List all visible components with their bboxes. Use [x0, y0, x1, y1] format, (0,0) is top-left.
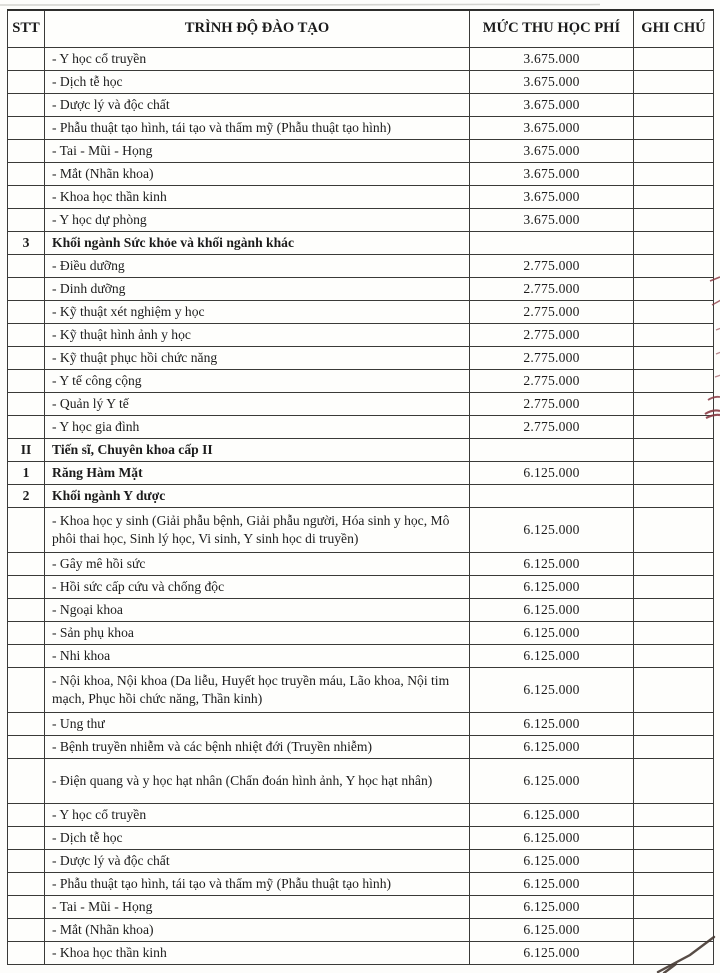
cell-note	[634, 392, 714, 415]
cell-note	[634, 70, 714, 93]
table-row	[8, 735, 714, 758]
header-fee: MỨC THU HỌC PHÍ	[470, 10, 634, 47]
cell-note	[634, 826, 714, 849]
cell-stt	[8, 895, 45, 918]
cell-training-level: Răng Hàm Mặt	[45, 461, 470, 484]
cell-training-level: - Khoa học thần kinh	[45, 185, 470, 208]
cell-stt	[8, 116, 45, 139]
cell-training-level: - Dược lý và độc chất	[45, 849, 470, 872]
cell-note	[634, 438, 714, 461]
cell-stt	[8, 185, 45, 208]
cell-note	[634, 208, 714, 231]
cell-training-level: - Kỹ thuật xét nghiệm y học	[45, 300, 470, 323]
cell-fee: 6.125.000	[470, 598, 634, 621]
table-row	[8, 208, 714, 231]
cell-training-level: Tiến sĩ, Chuyên khoa cấp II	[45, 438, 470, 461]
cell-fee: 3.675.000	[470, 208, 634, 231]
cell-training-level: - Dịch tễ học	[45, 70, 470, 93]
cell-fee: 2.775.000	[470, 392, 634, 415]
cell-training-level: - Khoa học y sinh (Giải phẫu bệnh, Giải phẫu người, Hóa sinh y học, Mô phôi thai học, Sinh lý học, Vi sinh, Y sinh học di truyền)	[45, 507, 470, 552]
cell-training-level: - Hồi sức cấp cứu và chống độc	[45, 575, 470, 598]
cell-stt	[8, 552, 45, 575]
cell-note	[634, 116, 714, 139]
cell-stt	[8, 735, 45, 758]
cell-fee: 6.125.000	[470, 918, 634, 941]
cell-note	[634, 941, 714, 964]
cell-fee	[470, 438, 634, 461]
cell-stt: 1	[8, 461, 45, 484]
cell-note	[634, 231, 714, 254]
cell-fee: 3.675.000	[470, 139, 634, 162]
table-row	[8, 849, 714, 872]
table-row	[8, 162, 714, 185]
cell-stt	[8, 323, 45, 346]
pen-mark	[716, 328, 720, 330]
table-row	[8, 758, 714, 803]
cell-fee: 6.125.000	[470, 735, 634, 758]
cell-fee: 6.125.000	[470, 621, 634, 644]
cell-training-level: - Nhi khoa	[45, 644, 470, 667]
cell-stt	[8, 277, 45, 300]
cell-stt	[8, 872, 45, 895]
cell-note	[634, 277, 714, 300]
cell-fee: 6.125.000	[470, 895, 634, 918]
cell-stt	[8, 346, 45, 369]
cell-fee: 6.125.000	[470, 575, 634, 598]
cell-stt	[8, 826, 45, 849]
table-row	[8, 507, 714, 552]
cell-note	[634, 872, 714, 895]
cell-training-level: Khối ngành Sức khỏe và khối ngành khác	[45, 231, 470, 254]
cell-fee: 6.125.000	[470, 803, 634, 826]
table-row	[8, 803, 714, 826]
cell-note	[634, 369, 714, 392]
cell-training-level: - Y tế công cộng	[45, 369, 470, 392]
table-row	[8, 93, 714, 116]
cell-training-level: - Tai - Mũi - Họng	[45, 895, 470, 918]
cell-fee: 6.125.000	[470, 758, 634, 803]
cell-training-level: - Điều dưỡng	[45, 254, 470, 277]
table-row	[8, 895, 714, 918]
cell-note	[634, 895, 714, 918]
table-row	[8, 644, 714, 667]
cell-stt	[8, 712, 45, 735]
cell-fee: 2.775.000	[470, 323, 634, 346]
table-row	[8, 185, 714, 208]
cell-stt	[8, 70, 45, 93]
table-row	[8, 392, 714, 415]
cell-fee: 2.775.000	[470, 346, 634, 369]
cell-note	[634, 667, 714, 712]
cell-stt	[8, 667, 45, 712]
cell-stt	[8, 918, 45, 941]
header-row	[8, 10, 714, 47]
cell-note	[634, 758, 714, 803]
cell-note	[634, 621, 714, 644]
table-row	[8, 47, 714, 70]
table-row	[8, 575, 714, 598]
cell-training-level: - Điện quang và y học hạt nhân (Chẩn đoán hình ảnh, Y học hạt nhân)	[45, 758, 470, 803]
cell-training-level: - Y học gia đình	[45, 415, 470, 438]
cell-note	[634, 93, 714, 116]
cell-training-level: - Quản lý Y tế	[45, 392, 470, 415]
cell-note	[634, 323, 714, 346]
cell-fee: 6.125.000	[470, 507, 634, 552]
table-row	[8, 621, 714, 644]
cell-stt	[8, 803, 45, 826]
header-note: GHI CHÚ	[634, 10, 714, 47]
table-row	[8, 918, 714, 941]
table-row	[8, 300, 714, 323]
cell-note	[634, 918, 714, 941]
cell-training-level: - Y học cổ truyền	[45, 47, 470, 70]
table-row	[8, 941, 714, 964]
cell-fee: 3.675.000	[470, 185, 634, 208]
cell-note	[634, 803, 714, 826]
pen-mark	[716, 352, 720, 354]
table-row	[8, 254, 714, 277]
table-row	[8, 277, 714, 300]
cell-note	[634, 139, 714, 162]
cell-fee	[470, 484, 634, 507]
table-row	[8, 70, 714, 93]
cell-training-level: - Phẫu thuật tạo hình, tái tạo và thẩm mỹ (Phẫu thuật tạo hình)	[45, 872, 470, 895]
table-row	[8, 598, 714, 621]
cell-fee: 6.125.000	[470, 667, 634, 712]
cell-training-level: - Bệnh truyền nhiễm và các bệnh nhiệt đới (Truyền nhiễm)	[45, 735, 470, 758]
cell-training-level: - Ung thư	[45, 712, 470, 735]
cell-fee: 6.125.000	[470, 644, 634, 667]
cell-fee: 3.675.000	[470, 162, 634, 185]
cell-note	[634, 346, 714, 369]
cell-note	[634, 849, 714, 872]
cell-fee: 3.675.000	[470, 47, 634, 70]
table-row	[8, 872, 714, 895]
cell-training-level: - Dịch tễ học	[45, 826, 470, 849]
cell-stt	[8, 208, 45, 231]
cell-stt	[8, 598, 45, 621]
cell-training-level: - Tai - Mũi - Họng	[45, 139, 470, 162]
header-training-level: TRÌNH ĐỘ ĐÀO TẠO	[45, 10, 470, 47]
cell-note	[634, 712, 714, 735]
cell-fee: 3.675.000	[470, 116, 634, 139]
cell-note	[634, 575, 714, 598]
cell-stt	[8, 93, 45, 116]
cell-stt	[8, 415, 45, 438]
table-row	[8, 323, 714, 346]
table-row	[8, 712, 714, 735]
cell-fee: 6.125.000	[470, 872, 634, 895]
cell-fee: 3.675.000	[470, 70, 634, 93]
cell-note	[634, 300, 714, 323]
cell-stt: 2	[8, 484, 45, 507]
cell-note	[634, 484, 714, 507]
cell-note	[634, 644, 714, 667]
cell-training-level: - Khoa học thần kinh	[45, 941, 470, 964]
cell-training-level: - Mắt (Nhãn khoa)	[45, 162, 470, 185]
cell-fee: 6.125.000	[470, 461, 634, 484]
cell-fee: 2.775.000	[470, 300, 634, 323]
cell-stt	[8, 392, 45, 415]
cell-fee: 6.125.000	[470, 826, 634, 849]
cell-fee: 2.775.000	[470, 415, 634, 438]
cell-training-level: - Phẫu thuật tạo hình, tái tạo và thẩm mỹ (Phẫu thuật tạo hình)	[45, 116, 470, 139]
cell-note	[634, 735, 714, 758]
cell-note	[634, 507, 714, 552]
cell-stt	[8, 507, 45, 552]
cell-note	[634, 47, 714, 70]
cell-stt	[8, 254, 45, 277]
fee-table-body	[8, 47, 714, 964]
cell-note	[634, 162, 714, 185]
cell-stt	[8, 644, 45, 667]
cell-training-level: - Kỹ thuật hình ảnh y học	[45, 323, 470, 346]
cell-training-level: - Kỹ thuật phục hồi chức năng	[45, 346, 470, 369]
table-row	[8, 116, 714, 139]
cell-stt: II	[8, 438, 45, 461]
pen-mark	[715, 375, 720, 377]
cell-note	[634, 254, 714, 277]
cell-fee: 2.775.000	[470, 254, 634, 277]
cell-fee: 6.125.000	[470, 849, 634, 872]
table-row	[8, 484, 714, 507]
cell-fee: 2.775.000	[470, 369, 634, 392]
cell-fee: 6.125.000	[470, 552, 634, 575]
table-row	[8, 438, 714, 461]
cell-stt	[8, 47, 45, 70]
cell-note	[634, 598, 714, 621]
cell-stt	[8, 575, 45, 598]
cell-training-level: - Mắt (Nhãn khoa)	[45, 918, 470, 941]
cell-stt: 3	[8, 231, 45, 254]
cell-stt	[8, 162, 45, 185]
cell-training-level: - Gây mê hồi sức	[45, 552, 470, 575]
table-row	[8, 552, 714, 575]
cell-note	[634, 552, 714, 575]
cell-training-level: - Sản phụ khoa	[45, 621, 470, 644]
table-row	[8, 369, 714, 392]
cell-stt	[8, 139, 45, 162]
cell-stt	[8, 758, 45, 803]
header-stt: STT	[8, 10, 45, 47]
cell-training-level: - Y học dự phòng	[45, 208, 470, 231]
cell-note	[634, 185, 714, 208]
cell-training-level: - Ngoại khoa	[45, 598, 470, 621]
scan-streak	[0, 4, 600, 5]
cell-note	[634, 415, 714, 438]
cell-fee: 6.125.000	[470, 712, 634, 735]
table-row	[8, 346, 714, 369]
table-row	[8, 415, 714, 438]
cell-stt	[8, 621, 45, 644]
cell-stt	[8, 849, 45, 872]
table-row	[8, 826, 714, 849]
cell-training-level: - Dinh dưỡng	[45, 277, 470, 300]
cell-training-level: - Nội khoa, Nội khoa (Da liễu, Huyết học truyền máu, Lão khoa, Nội tim mạch, Phục hồi chức năng, Thần kinh)	[45, 667, 470, 712]
cell-fee: 2.775.000	[470, 277, 634, 300]
cell-training-level: - Dược lý và độc chất	[45, 93, 470, 116]
table-header	[8, 10, 714, 47]
cell-training-level: - Y học cổ truyền	[45, 803, 470, 826]
cell-fee	[470, 231, 634, 254]
cell-fee: 6.125.000	[470, 941, 634, 964]
table-row	[8, 461, 714, 484]
cell-stt	[8, 369, 45, 392]
tuition-fee-table	[7, 9, 714, 965]
cell-training-level: Khối ngành Y dược	[45, 484, 470, 507]
cell-fee: 3.675.000	[470, 93, 634, 116]
table-row	[8, 667, 714, 712]
table-row	[8, 139, 714, 162]
table-row	[8, 231, 714, 254]
cell-note	[634, 461, 714, 484]
cell-stt	[8, 300, 45, 323]
cell-stt	[8, 941, 45, 964]
